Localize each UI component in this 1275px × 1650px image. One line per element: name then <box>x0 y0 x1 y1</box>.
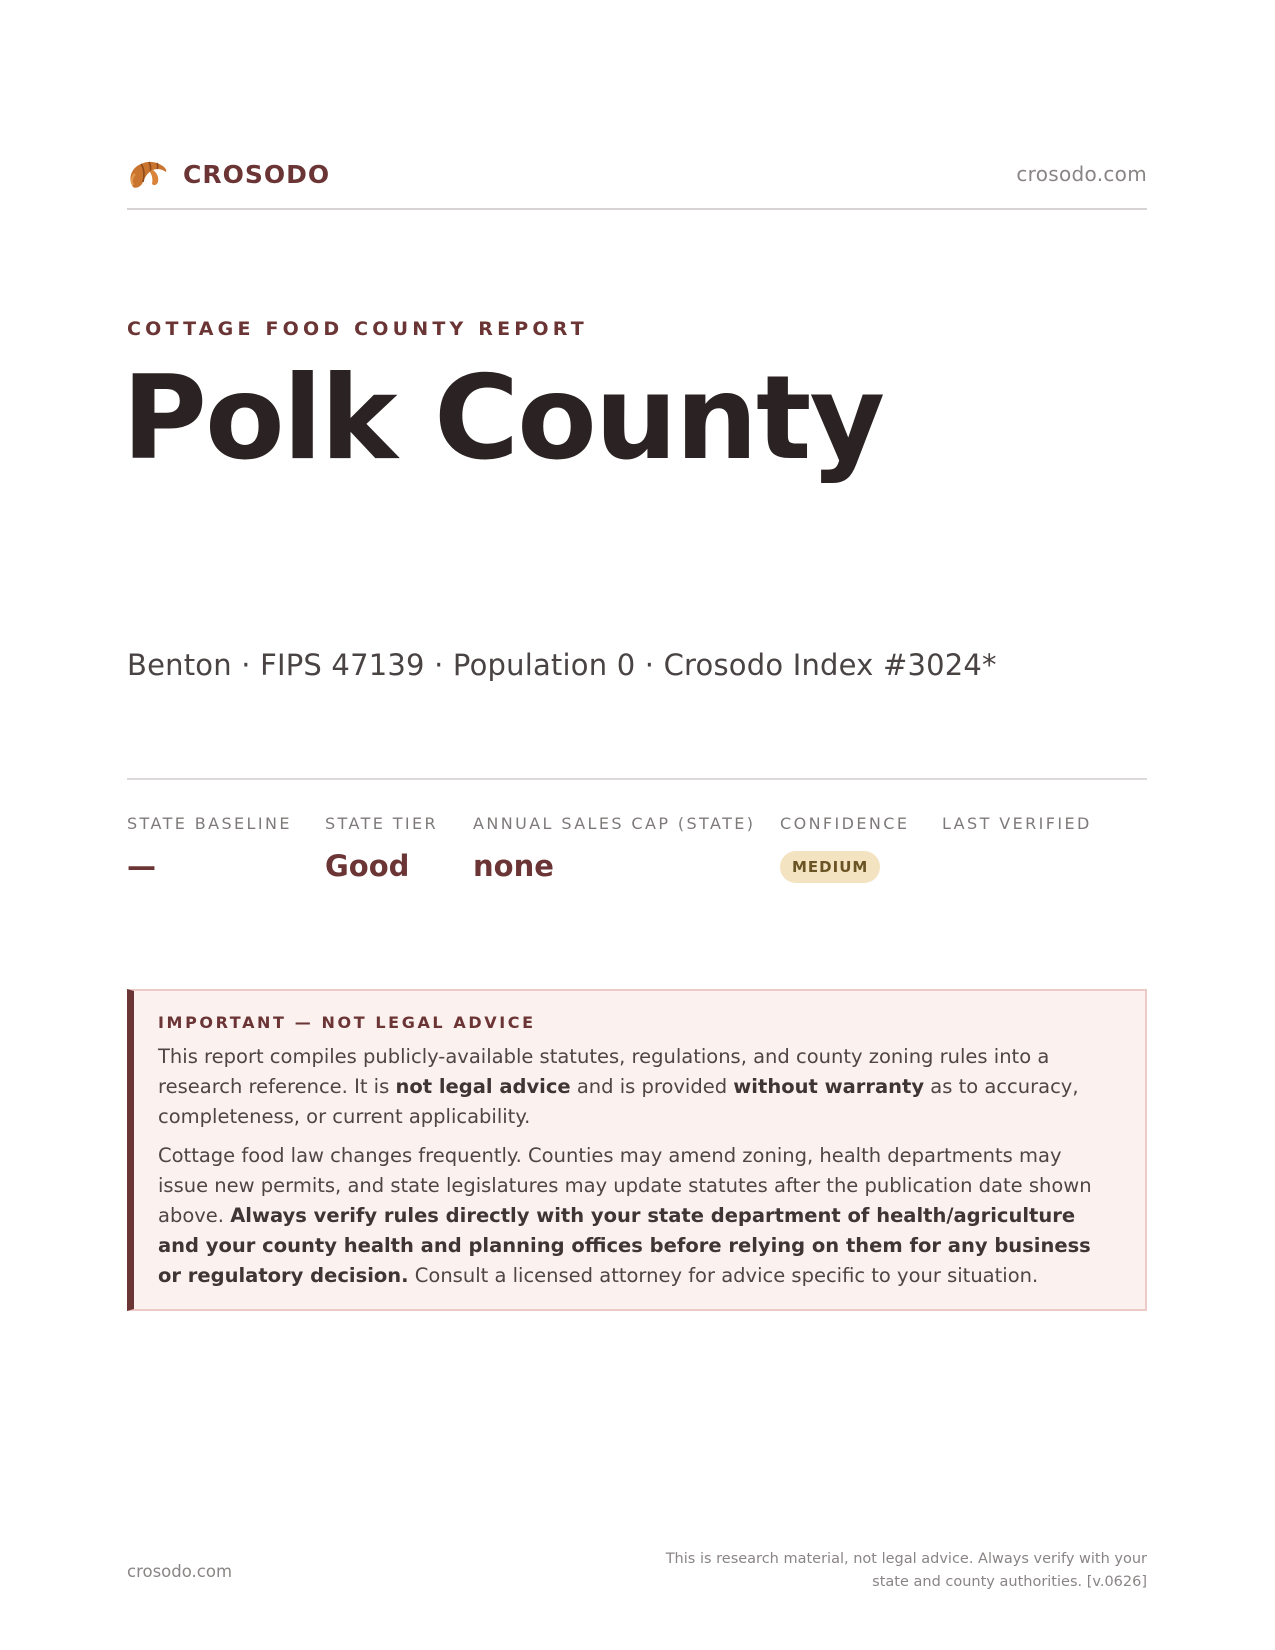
stat-annual-sales-cap <box>473 814 755 883</box>
notice-text: and is provided <box>570 1075 734 1098</box>
notice-paragraph-2 <box>158 1141 1117 1291</box>
notice-emphasis: Always verify rules directly with your state department of health/agriculture and your county health and planning offices before relying on them for any business or regulatory decision. <box>158 1204 1091 1287</box>
brand-name: CROSODO <box>183 159 331 189</box>
notice-text: as to accuracy, completeness, or current applicability. <box>158 1075 1079 1128</box>
report-eyebrow: COTTAGE FOOD COUNTY REPORT <box>127 318 588 340</box>
stat-value: none <box>473 849 554 883</box>
notice-text: This report compiles publicly-available statutes, regulations, and county zoning rules into a research reference. It is <box>158 1045 1050 1098</box>
site-link[interactable]: crosodo.com <box>1016 162 1147 186</box>
stat-last-verified <box>942 814 1092 849</box>
stat-label: ANNUAL SALES CAP (STATE) <box>473 814 756 833</box>
notice-text: Cottage food law changes frequently. Counties may amend zoning, health departments may issue new permits, and state legislatures may update statutes after the publication date shown above. <box>158 1144 1092 1227</box>
stat-label: STATE BASELINE <box>127 814 292 833</box>
notice-text: Consult a licensed attorney for advice specific to your situation. <box>408 1264 1039 1287</box>
stat-value: Good <box>325 849 410 883</box>
stat-label: LAST VERIFIED <box>942 814 1092 833</box>
footer-disclaimer: This is research material, not legal advice. Always verify with your state and county authorities. [v.0626] <box>665 1551 1147 1590</box>
stat-confidence <box>780 814 909 883</box>
brand[interactable] <box>127 155 330 193</box>
county-subline: Benton · FIPS 47139 · Population 0 · Crosodo Index #3024* <box>127 648 997 682</box>
footer-site-link[interactable]: crosodo.com <box>127 1562 233 1581</box>
notice-emphasis: not legal advice <box>395 1075 571 1098</box>
stats-row <box>0 814 1275 894</box>
stat-state-tier <box>325 814 438 883</box>
county-title: Polk County <box>122 351 884 486</box>
stat-label: STATE TIER <box>325 814 439 833</box>
notice-title: IMPORTANT — NOT LEGAL ADVICE <box>158 1013 536 1032</box>
legal-notice <box>127 989 1147 1311</box>
notice-paragraph-1 <box>158 1042 1117 1132</box>
notice-emphasis: without warranty <box>733 1075 925 1098</box>
page-header <box>127 158 1147 210</box>
stat-state-baseline <box>127 814 292 883</box>
croissant-icon <box>127 155 169 193</box>
section-divider <box>127 778 1147 780</box>
confidence-badge: MEDIUM <box>780 851 880 883</box>
stat-value: — <box>127 849 156 883</box>
stat-label: CONFIDENCE <box>780 814 910 833</box>
